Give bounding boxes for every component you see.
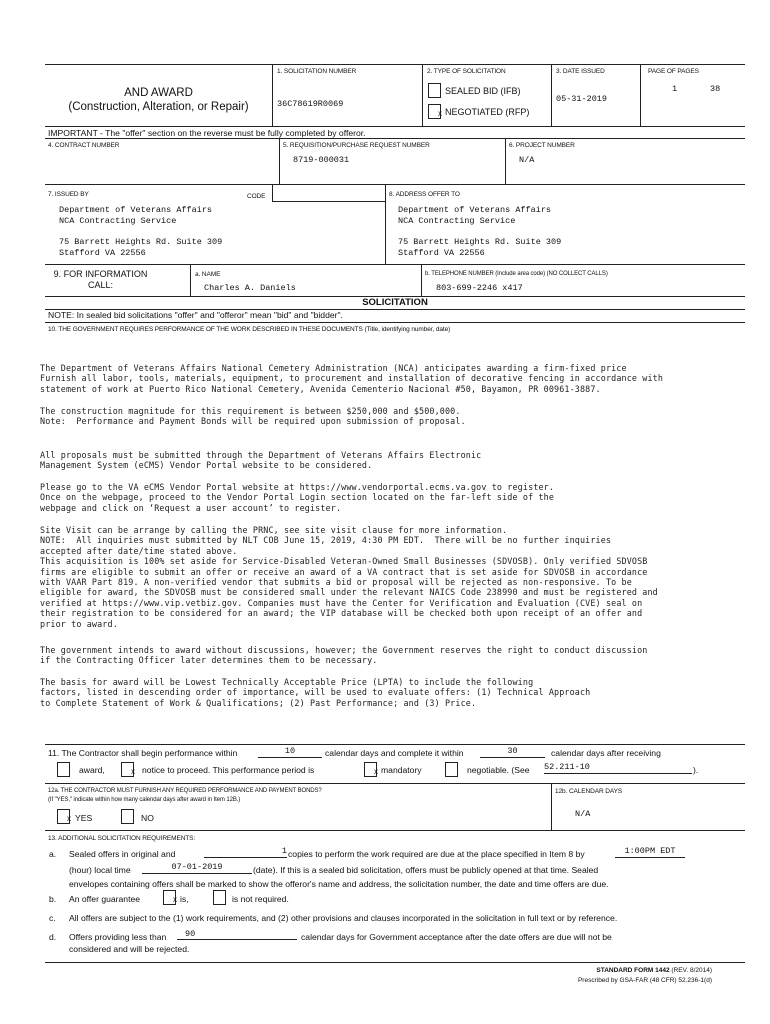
acceptance-days-field[interactable]: 90 [177,929,297,940]
item-d-text3: considered and will be rejected. [69,944,190,954]
notice-check-mark: x [131,767,135,776]
mandatory-label: mandatory [381,765,422,775]
description-paragraph-1: The Department of Veterans Affairs National Cemetery Administration (NCA) anticipates awarding a firm-fixed price Furnish all labor, tools, materials, equipment, to procurement and installation of decorative fencing in accordance with statement of work at Puerto Rico National Cemetery, Avenida Cementerio Nacional #50, Bayamon, PR 00961-3887. [40,363,664,394]
notice-to-proceed-label: notice to proceed. This performance period is [142,765,315,775]
additional-requirements-label: 13. ADDITIONAL SOLICITATION REQUIREMENTS: [48,835,196,842]
item-b-letter: b. [49,894,57,904]
solicitation-number: 36C78619R0069 [277,99,344,109]
negotiated-check-mark: x [438,109,442,118]
bonds-yes-check-mark: x [67,814,71,823]
item-a-text4: (date). If this is a sealed bid solicitation, offers must be publicly opened at that time. Sealed [253,865,599,875]
item-d-text2: calendar days for Government acceptance after the date offers are due will not be [301,932,612,942]
issued-by-address [59,205,222,258]
divider [272,201,385,202]
form-title-line2: (Construction, Alteration, or Repair) [68,101,249,113]
important-notice: IMPORTANT - The "offer" section on the reverse must be fully completed by offeror. [48,128,366,138]
bonds-no-label: NO [141,813,154,823]
divider [45,744,745,745]
item-a-text5: envelopes containing offers shall be marked to show the offeror's name and address, the solicitation number, the date and time offers are due. [69,879,609,889]
divider [190,264,191,296]
date-issued: 05-31-2019 [556,94,608,104]
block11-text-c: calendar days after receiving [551,748,661,758]
begin-days-field[interactable]: 10 [258,746,322,758]
negotiated-label: NEGOTIATED (RFP) [445,107,530,117]
form-title [45,86,272,114]
sealed-bid-note: NOTE: In sealed bid solicitations "offer" and "offeror" mean "bid" and "bidder". [48,310,343,320]
item-a-letter: a. [49,849,57,859]
solicitation-heading: SOLICITATION [362,297,428,308]
address-offer-to [398,205,561,258]
divider [279,138,280,184]
divider [45,126,745,127]
requisition-number-label: 5. REQUISITION/PURCHASE REQUEST NUMBER [283,142,430,149]
due-date-field[interactable]: 07-01-2019 [142,862,252,874]
sealed-bid-label: SEALED BID (IFB) [445,86,521,96]
for-information-line2: CALL: [87,280,113,290]
for-information-line1: 9. FOR INFORMATION [53,269,148,279]
divider [45,264,745,265]
copies-field[interactable]: 1 [204,846,287,858]
divider [45,184,745,185]
offer-to-line4: Stafford VA 22556 [398,247,485,258]
offer-to-line3: 75 Barrett Heights Rd. Suite 309 [398,237,562,247]
form-number [420,967,712,974]
divider [551,783,552,830]
bonds-yes-label: YES [75,813,93,823]
item-a-text1: Sealed offers in original and [69,849,176,859]
divider [45,138,745,139]
offer-guarantee-not-label: is not required. [232,894,289,904]
divider [640,64,641,126]
see-reference-field[interactable]: 52.211-10 [544,762,692,774]
form-name: STANDARD FORM 1442 [596,967,670,974]
issued-by-line1: Department of Veterans Affairs [59,205,213,215]
contract-number-label: 4. CONTRACT NUMBER [48,142,120,149]
item-b-text1: An offer guarantee [69,894,141,904]
divider [272,184,273,201]
block11-text-a: 11. The Contractor shall begin performance within [48,748,238,758]
divider [272,64,273,126]
description-paragraph-6: The government intends to award without discussions, however; the Government reserves the right to conduct discussion if the Contracting Officer later determines them to be necessary. [40,645,648,666]
item-c-letter: c. [49,913,56,923]
page-count: 38 [710,84,721,94]
award-checkbox[interactable] [57,762,70,777]
divider [45,830,745,831]
page-number: 1 [672,84,678,94]
issued-by-line2: NCA Contracting Service [59,215,177,226]
divider [421,264,422,296]
description-paragraph-3: All proposals must be submitted through the Department of Veterans Affairs Electronic Management System (eCMS) Vendor Portal website to be considered. [40,450,482,471]
telephone-number: 803-699-2246 x417 [436,283,523,293]
divider [422,64,423,126]
project-number-label: 6. PROJECT NUMBER [509,142,575,149]
form-title-line1: AND AWARD [124,87,193,99]
divider [505,138,506,184]
address-offer-to-label: 8. ADDRESS OFFER TO [389,191,460,198]
offer-to-line1: Department of Veterans Affairs [398,205,552,215]
offer-to-line2: NCA Contracting Service [398,215,516,226]
type-of-solicitation-label: 2. TYPE OF SOLICITATION [427,68,506,75]
mandatory-check-mark: x [374,767,378,776]
bonds-question-sublabel: (If "YES," indicate within how many calendar days after award in Item 12B.) [48,797,241,803]
date-issued-label: 3. DATE ISSUED [556,68,605,75]
divider [45,783,745,784]
description-paragraph-5: Site Visit can be arrange by calling the PRNC, see site visit clause for more information. NOTE: All inquiries must submitted by NLT COB June 15, 2019, 4:30 PM EDT. There will be no further inquiries accepted after date/time stated above. This acquisition is 100% set aside for Service-Disabled Veteran-Owned Small Businesses (SDVOSB). Only verified SDVOSB firms are eligible to submit an offer or receive an award of a VA contract that is set aside for SDVOSB in accordance with VAAR Part 819. A non-verified vendor that submits a bid or proposal will be rejected as non-responsive. To be eligible for award, the SDVOSB must be considered small under the relevant NAICS Code 238990 and must be registered and verified at https://www.vip.vetbiz.gov. Companies must have the Center for Verification and Evaluation (CVE) seal on their registration to be considered for an award; the VIP database will be checked both upon receipt of an offer and prior to award. [40,525,658,629]
item-a-text2: copies to perform the work required are due at the place specified in Item 8 by [288,849,585,859]
item-a-text3: (hour) local time [69,865,131,875]
issued-by-line3: 75 Barrett Heights Rd. Suite 309 [59,237,223,247]
item-d-letter: d. [49,932,57,942]
solicitation-number-label: 1. SOLICITATION NUMBER [277,68,357,75]
offer-guarantee-check-mark: x [173,895,177,904]
award-label: award, [79,765,105,775]
project-number: N/A [519,155,535,165]
item-c-text: All offers are subject to the (1) work requirements, and (2) other provisions and clauses incorporated in the solicitation in full text or by reference. [69,913,618,923]
issued-by-label: 7. ISSUED BY [48,191,89,198]
bonds-question-label: 12a. THE CONTRACTOR MUST FURNISH ANY REQUIRED PERFORMANCE AND PAYMENT BONDS? [48,788,322,794]
negotiable-label: negotiable. (See [467,765,530,775]
requisition-number: 8719-000031 [293,155,350,165]
description-paragraph-2: The construction magnitude for this requirement is between $250,000 and $500,000. Note: Performance and Payment Bonds will be required upon submission of proposal. [40,406,466,427]
for-information-label [53,269,148,291]
block11-end: ). [693,765,699,775]
negotiable-checkbox[interactable] [445,762,458,777]
due-time-field[interactable]: 1:00PM EDT [615,846,685,858]
block10-label: 10. THE GOVERNMENT REQUIRES PERFORMANCE OF THE WORK DESCRIBED IN THESE DOCUMENTS (Title, identifying number, date) [48,326,451,333]
divider [45,322,745,323]
block11-text-b: calendar days and complete it within [325,748,464,758]
item-d-text1: Offers providing less than [69,932,167,942]
offer-guarantee-is-label: is, [180,894,189,904]
code-label: CODE [247,193,266,200]
offer-guarantee-not-checkbox[interactable] [213,890,226,905]
divider [551,64,552,126]
contact-name: Charles A. Daniels [204,283,296,293]
description-paragraph-4: Please go to the VA eCMS Vendor Portal website at https://www.vendorportal.ecms.va.gov to register. Once on the webpage, proceed to the Vendor Portal Login section located on the far-left side of the webpage and click on ‘Request a user account’ to register. [40,482,555,513]
sealed-bid-checkbox[interactable] [428,83,441,98]
divider [45,962,745,963]
divider [385,184,386,264]
telephone-label: b. TELEPHONE NUMBER (Include area code) (NO COLLECT CALLS) [425,271,608,277]
description-paragraph-7: The basis for award will be Lowest Technically Acceptable Price (LPTA) to include the following factors, listed in descending order of importance, will be used to evaluate offers: (1) Technical Approach to Complete Statement of Work & Qualifications; (2) Past Performance; and (3) Price. [40,677,591,708]
complete-days-field[interactable]: 30 [480,746,545,758]
page-of-pages-label: PAGE OF PAGES [648,68,699,75]
contact-name-label: a. NAME [195,271,221,278]
issued-by-line4: Stafford VA 22556 [59,247,146,258]
calendar-days-value: N/A [575,809,591,819]
prescribed-by: Prescribed by GSA-FAR (48 CFR) 52.236-1(d) [577,977,712,984]
calendar-days-label: 12b. CALENDAR DAYS [555,788,623,795]
bonds-no-checkbox[interactable] [121,809,134,824]
form-revision: (REV. 8/2014) [671,967,712,974]
